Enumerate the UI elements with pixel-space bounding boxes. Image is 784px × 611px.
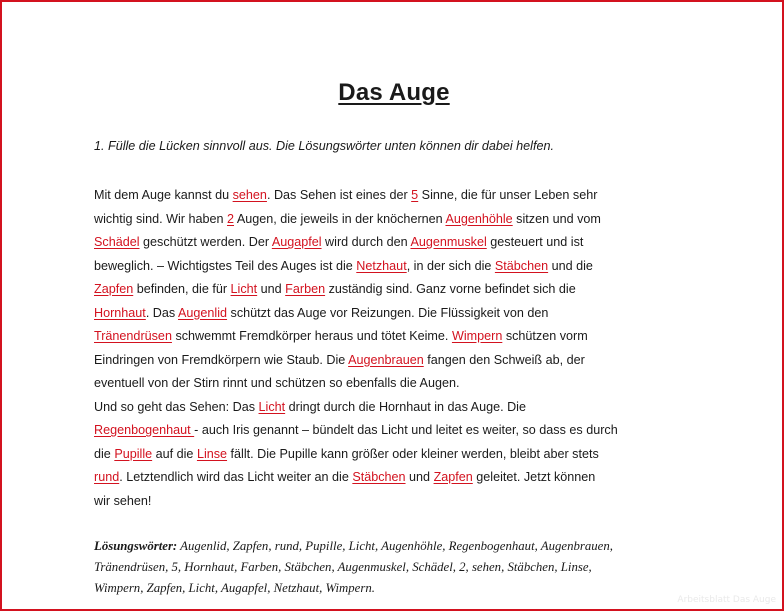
answer-word: Hornhaut [94,305,146,320]
text-line [94,468,654,492]
text-line [94,351,654,375]
text-segment: Sinne, die für unser Leben sehr [418,188,598,202]
text-segment: wir sehen! [94,493,152,508]
text-line [94,445,654,469]
text-segment: sitzen und vom [512,211,601,226]
text-segment: eventuell von der Stirn rinnt und schützen so ebenfalls die Augen. [94,376,460,390]
text-segment: auf die [152,446,197,461]
answer-word: Tränendrüsen [94,329,172,343]
cloze-paragraph [94,186,654,515]
solution-text: Wimpern, Zapfen, Licht, Augapfel, Netzhaut, Wimpern. [94,581,375,595]
text-segment: - auch Iris genannt – bündelt das Licht und leitet es weiter, so dass es durch [194,423,618,437]
solution-label: Lösungswörter: [94,539,178,553]
text-line [94,327,654,351]
text-line [94,374,654,398]
text-line [94,304,654,328]
text-segment: Augen, die jeweils in der knöchernen [234,211,446,226]
answer-word: Augapfel [271,235,322,249]
text-segment: gesteuert und ist [486,235,584,249]
text-line [94,186,654,210]
text-segment: dringt durch die Hornhaut in das Auge. Die [285,399,526,414]
text-segment: und [405,470,434,484]
text-segment: Eindringen von Fremdkörpern wie Staub. Die [94,352,349,367]
answer-word: Wimpern [451,329,503,343]
answer-word: Zapfen [433,470,473,484]
text-segment: , in der sich die [406,258,495,273]
text-segment: schützt das Auge vor Reizungen. Die Flüssigkeit von den [227,305,549,320]
text-segment: fangen den Schweiß ab, der [423,352,585,367]
answer-word: Augenmuskel [410,235,487,249]
solution-words [94,538,654,601]
solution-line [94,538,654,559]
text-segment: . Das Sehen ist eines der [266,188,412,202]
text-segment: zuständig sind. Ganz vorne befindet sich die [325,282,576,296]
solution-line [94,580,654,601]
text-segment: geschützt werden. Der [139,235,272,249]
text-line [94,492,654,516]
answer-word: 5 [411,188,419,202]
text-segment: Mit dem Auge kannst du [94,188,233,202]
text-segment: . Das [145,305,179,320]
text-line [94,257,654,281]
page-title: Das Auge [338,79,450,106]
answer-word: Linse [196,446,228,461]
answer-word: Stäbchen [494,258,549,273]
answer-word: Zapfen [94,282,134,296]
answer-word: Farben [285,282,326,296]
solution-line [94,559,654,580]
answer-word: Regenbogenhaut [94,423,195,437]
answer-word: Licht [230,282,258,296]
text-segment: fällt. Die Pupille kann größer oder kleiner werden, bleibt aber stets [227,446,599,461]
solution-text: Augenlid, Zapfen, rund, Pupille, Licht, Augenhöhle, Regenbogenhaut, Augenbrauen, [177,539,613,553]
text-line [94,280,654,304]
text-segment: und [257,282,286,296]
text-line [94,398,654,422]
text-segment: . Letztendlich wird das Licht weiter an die [119,470,353,484]
answer-word: 2 [227,211,235,226]
answer-word: Schädel [94,235,140,249]
text-segment: befinden, die für [133,282,231,296]
text-segment: Und so geht das Sehen: Das [94,399,259,414]
answer-word: sehen [232,188,267,202]
text-segment: schwemmt Fremdkörper heraus und tötet Keime. [171,329,452,343]
text-segment: geleitet. Jetzt können [472,470,596,484]
answer-word: Netzhaut [356,258,407,273]
text-line [94,210,654,234]
text-segment: wichtig sind. Wir haben [94,211,227,226]
text-line [94,233,654,257]
text-segment: beweglich. – Wichtigstes Teil des Auges ist die [94,258,357,273]
answer-word: Licht [258,399,286,414]
answer-word: Stäbchen [352,470,406,484]
answer-word: Augenlid [178,305,228,320]
text-segment: schützen vorm [502,329,588,343]
answer-word: Pupille [114,446,153,461]
answer-word: Augenhöhle [445,211,513,226]
text-segment: die [94,446,115,461]
text-segment: und die [548,258,593,273]
task-instruction: 1. Fülle die Lücken sinnvoll aus. Die Lösungswörter unten können dir dabei helfen. [94,139,554,153]
solution-text: Tränendrüsen, 5, Hornhaut, Farben, Stäbchen, Augenmuskel, Schädel, 2, sehen, Stäbchen, Linse, [94,560,592,574]
answer-word: rund [94,470,120,484]
answer-word: Augenbrauen [348,352,424,367]
text-line [94,421,654,445]
watermark: Arbeitsblatt Das Auge [677,595,776,605]
text-segment: wird durch den [321,235,411,249]
